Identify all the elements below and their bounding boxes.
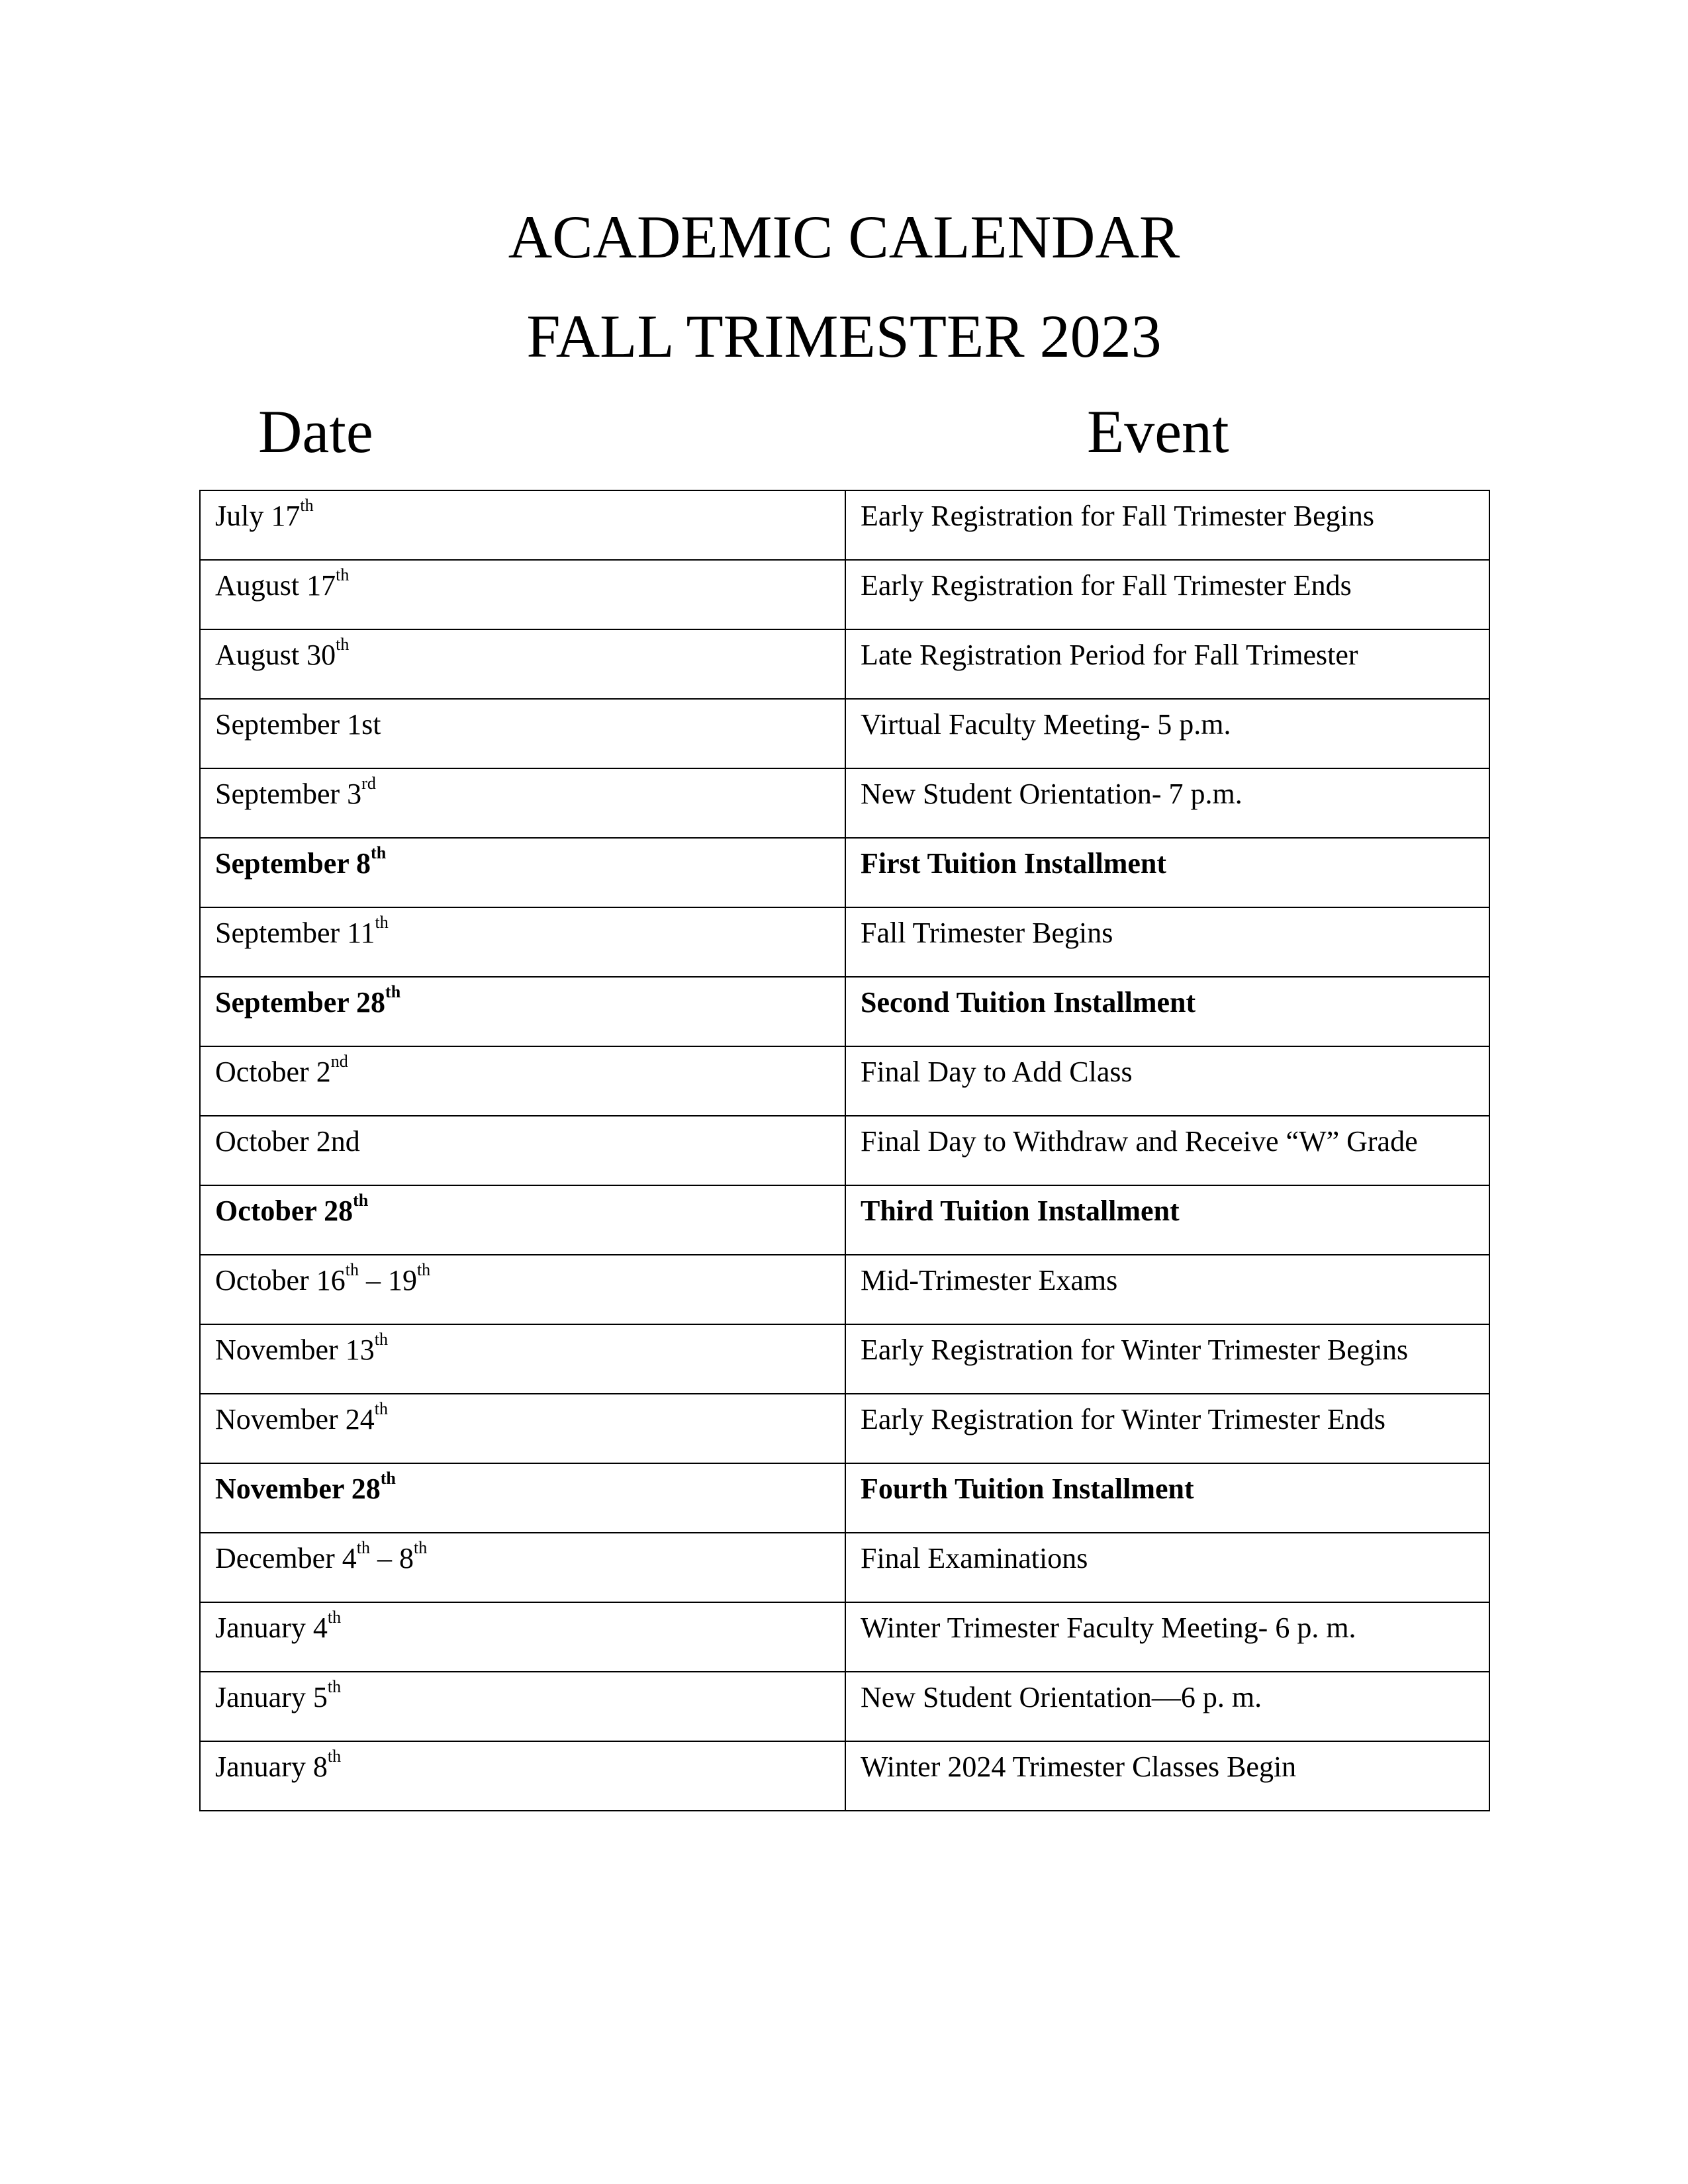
- table-row: [200, 1116, 1489, 1185]
- date-ordinal-suffix: th: [380, 1469, 396, 1488]
- date-cell: [200, 629, 845, 699]
- event-text: Final Examinations: [860, 1542, 1088, 1574]
- date-ordinal-suffix: th: [385, 982, 401, 1001]
- date-text: September 1st: [215, 708, 381, 741]
- date-text: December 4: [215, 1542, 357, 1574]
- date-cell: [200, 699, 845, 768]
- date-ordinal-suffix: th: [327, 1608, 342, 1627]
- event-text: Virtual Faculty Meeting- 5 p.m.: [860, 708, 1231, 741]
- date-text: September 28: [215, 986, 386, 1019]
- table-row: [200, 1533, 1489, 1602]
- table-row: [200, 1463, 1489, 1533]
- date-cell: [200, 1602, 845, 1672]
- event-text: Fourth Tuition Installment: [860, 1473, 1194, 1505]
- date-cell: [200, 1533, 845, 1602]
- event-cell: [845, 560, 1489, 629]
- date-ordinal-suffix: th: [327, 1677, 342, 1696]
- date-ordinal-suffix: th: [336, 565, 350, 584]
- table-row: [200, 1672, 1489, 1741]
- event-text: New Student Orientation- 7 p.m.: [860, 778, 1243, 810]
- event-text: Mid-Trimester Exams: [860, 1264, 1118, 1297]
- event-cell: [845, 907, 1489, 977]
- date-ordinal-suffix: th: [345, 1260, 359, 1279]
- date-ordinal-suffix: th: [414, 1538, 428, 1557]
- date-ordinal-suffix: th: [327, 1747, 342, 1766]
- date-text: October 16: [215, 1264, 346, 1297]
- date-cell: [200, 1672, 845, 1741]
- date-cell: [200, 1255, 845, 1324]
- table-row: [200, 1185, 1489, 1255]
- event-text: Second Tuition Installment: [860, 986, 1196, 1019]
- date-text: October 28: [215, 1195, 353, 1227]
- table-row: [200, 977, 1489, 1046]
- event-text: Winter 2024 Trimester Classes Begin: [860, 1751, 1297, 1783]
- date-text: September 8: [215, 847, 371, 880]
- page-subtitle: FALL TRIMESTER 2023: [526, 302, 1162, 370]
- date-ordinal-suffix: th: [374, 1330, 388, 1349]
- event-column-heading: Event: [1087, 398, 1229, 465]
- date-text: August 30: [215, 639, 336, 671]
- event-cell: [845, 1394, 1489, 1463]
- date-cell: [200, 907, 845, 977]
- date-ordinal-suffix: th: [300, 496, 314, 515]
- event-cell: [845, 699, 1489, 768]
- date-ordinal-suffix: th: [356, 1538, 371, 1557]
- date-ordinal-suffix: nd: [330, 1052, 348, 1071]
- date-text: – 19: [358, 1264, 417, 1297]
- page-title: ACADEMIC CALENDAR: [508, 203, 1180, 271]
- event-cell: [845, 1255, 1489, 1324]
- event-text: First Tuition Installment: [860, 847, 1167, 880]
- date-text: November 13: [215, 1334, 375, 1366]
- event-text: Final Day to Withdraw and Receive “W” Grade: [860, 1125, 1418, 1158]
- date-text: January 4: [215, 1612, 328, 1644]
- calendar-table: [199, 490, 1490, 1811]
- table-row: [200, 1741, 1489, 1811]
- date-ordinal-suffix: th: [371, 843, 387, 862]
- date-text: September 3: [215, 778, 362, 810]
- event-text: Final Day to Add Class: [860, 1056, 1133, 1088]
- date-cell: [200, 977, 845, 1046]
- calendar-table-body: [200, 490, 1489, 1811]
- date-text: August 17: [215, 569, 336, 602]
- event-cell: [845, 768, 1489, 838]
- date-cell: [200, 768, 845, 838]
- date-cell: [200, 1116, 845, 1185]
- table-row: [200, 1602, 1489, 1672]
- table-row: [200, 768, 1489, 838]
- table-row: [200, 1046, 1489, 1116]
- date-text: November 28: [215, 1473, 381, 1505]
- table-row: [200, 838, 1489, 907]
- event-text: Fall Trimester Begins: [860, 917, 1113, 949]
- date-text: January 8: [215, 1751, 328, 1783]
- event-cell: [845, 1533, 1489, 1602]
- event-cell: [845, 1602, 1489, 1672]
- table-row: [200, 560, 1489, 629]
- date-column-heading: Date: [258, 398, 373, 465]
- date-cell: [200, 1324, 845, 1394]
- event-text: Third Tuition Installment: [860, 1195, 1180, 1227]
- table-row: [200, 1324, 1489, 1394]
- date-cell: [200, 1394, 845, 1463]
- event-cell: [845, 490, 1489, 560]
- date-text: January 5: [215, 1681, 328, 1713]
- date-cell: [200, 838, 845, 907]
- table-row: [200, 1394, 1489, 1463]
- date-ordinal-suffix: th: [416, 1260, 431, 1279]
- event-cell: [845, 1741, 1489, 1811]
- table-row: [200, 699, 1489, 768]
- date-cell: [200, 1185, 845, 1255]
- date-ordinal-suffix: th: [336, 635, 350, 654]
- date-ordinal-suffix: th: [374, 1399, 388, 1418]
- event-text: Winter Trimester Faculty Meeting- 6 p. m.: [860, 1612, 1356, 1644]
- date-text: October 2: [215, 1056, 331, 1088]
- date-cell: [200, 1046, 845, 1116]
- event-cell: [845, 1046, 1489, 1116]
- date-ordinal-suffix: rd: [361, 774, 376, 793]
- event-cell: [845, 1185, 1489, 1255]
- event-cell: [845, 977, 1489, 1046]
- table-row: [200, 1255, 1489, 1324]
- date-cell: [200, 1741, 845, 1811]
- table-row: [200, 907, 1489, 977]
- event-text: New Student Orientation—6 p. m.: [860, 1681, 1262, 1713]
- event-text: Early Registration for Winter Trimester Begins: [860, 1334, 1409, 1366]
- date-ordinal-suffix: th: [353, 1191, 369, 1210]
- event-cell: [845, 1324, 1489, 1394]
- event-text: Early Registration for Winter Trimester Ends: [860, 1403, 1385, 1435]
- event-cell: [845, 838, 1489, 907]
- table-row: [200, 490, 1489, 560]
- date-text: October 2nd: [215, 1125, 360, 1158]
- date-ordinal-suffix: th: [375, 913, 389, 932]
- event-cell: [845, 1116, 1489, 1185]
- date-text: – 8: [370, 1542, 414, 1574]
- date-cell: [200, 1463, 845, 1533]
- table-row: [200, 629, 1489, 699]
- event-cell: [845, 1672, 1489, 1741]
- date-text: July 17: [215, 500, 301, 532]
- event-text: Early Registration for Fall Trimester Ends: [860, 569, 1352, 602]
- date-cell: [200, 490, 845, 560]
- event-cell: [845, 629, 1489, 699]
- date-cell: [200, 560, 845, 629]
- event-cell: [845, 1463, 1489, 1533]
- event-text: Early Registration for Fall Trimester Begins: [860, 500, 1375, 532]
- date-text: September 11: [215, 917, 375, 949]
- event-text: Late Registration Period for Fall Trimester: [860, 639, 1358, 671]
- date-text: November 24: [215, 1403, 375, 1435]
